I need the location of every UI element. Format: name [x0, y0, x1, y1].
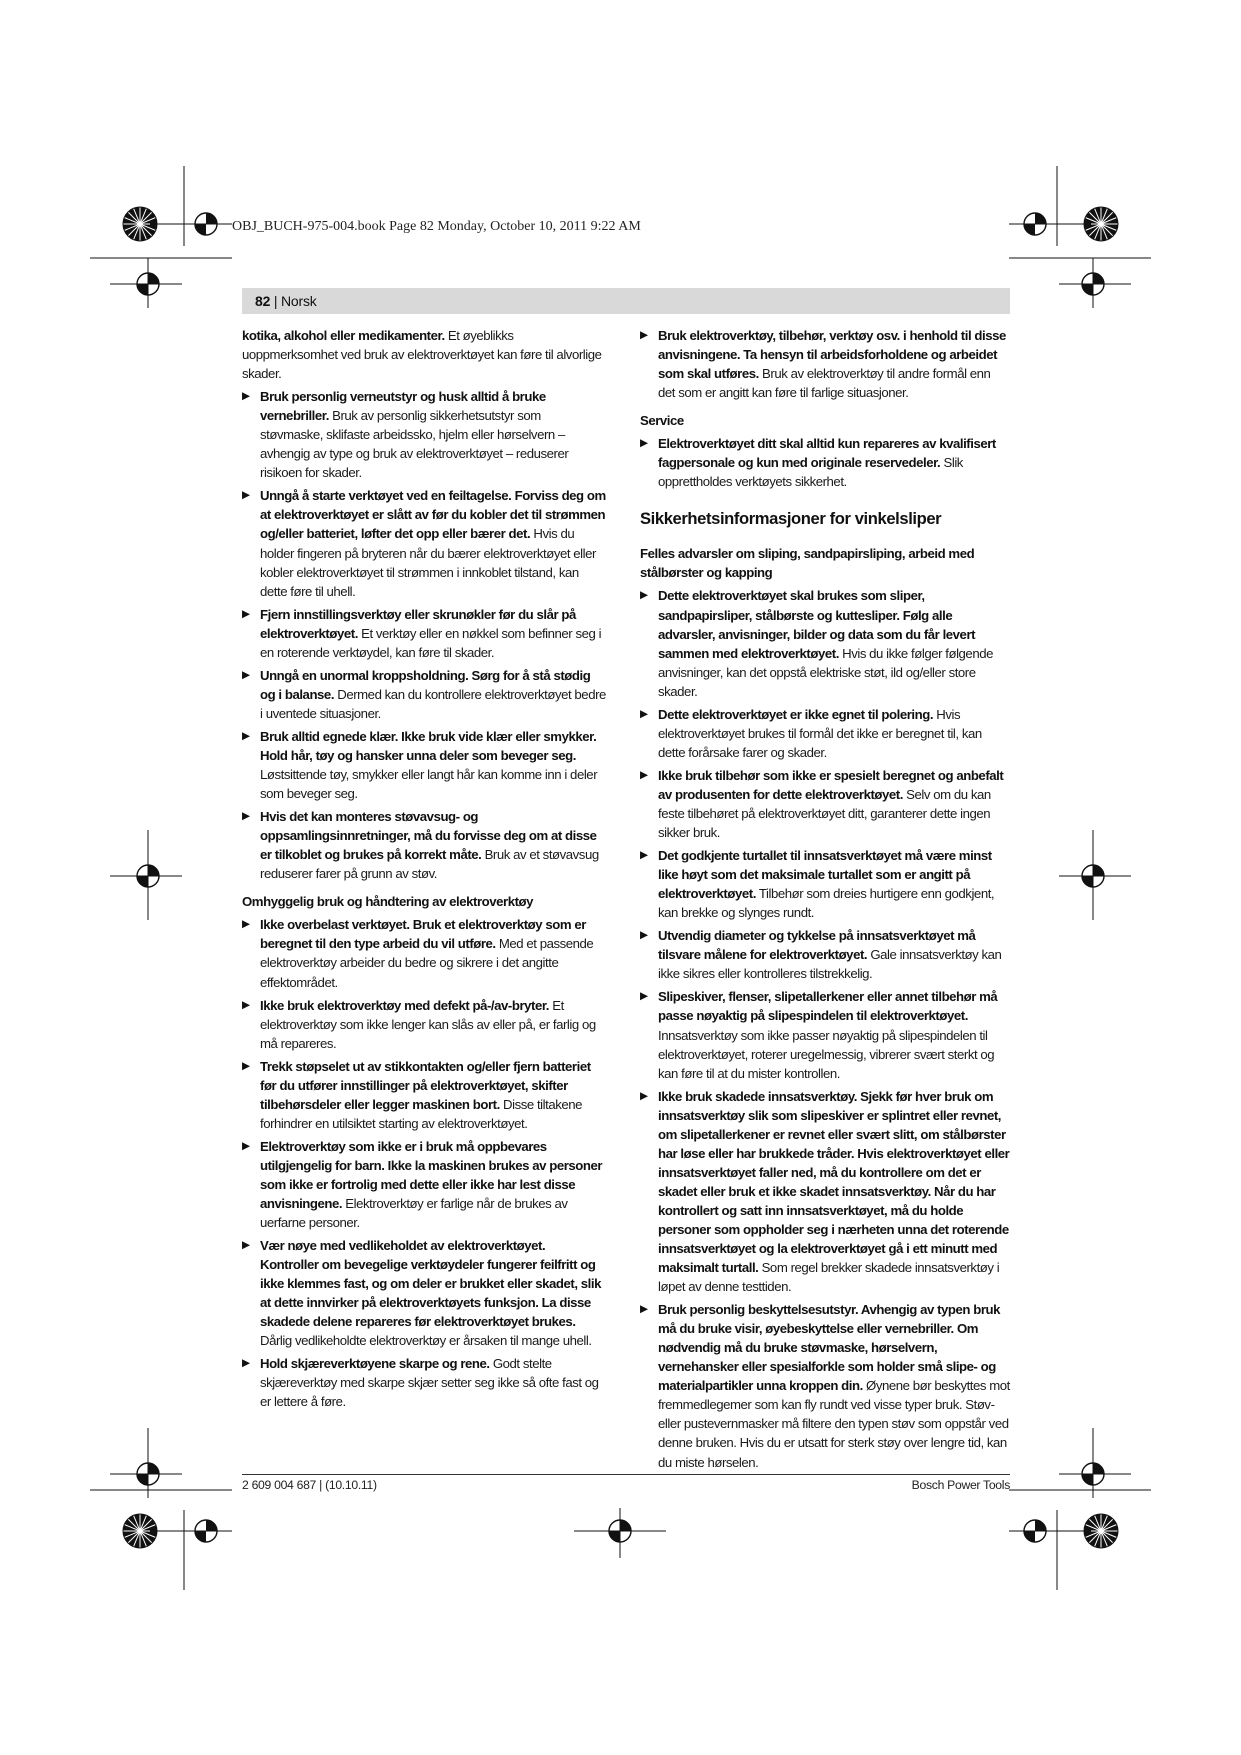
crosshair-icon	[137, 865, 159, 887]
item-lead: Dette elektroverktøyet skal brukes som sliper, sandpapirsliper, stålbørste og kuttesliper. Følg alle advarsler, anvisninger, bilder og data som du får levert sammen med elektroverktøyet.	[658, 588, 976, 661]
item-lead: Bruk elektroverktøy, tilbehør, verktøy osv. i henhold til disse anvisningene. Ta hensyn til arbeidsforholdene og arbeidet som skal utføres.	[658, 328, 1006, 382]
item-lead: Ikke overbelast verktøyet. Bruk et elektroverktøy som er beregnet til den type arbeid du vil utføre.	[260, 917, 586, 952]
safety-item	[242, 807, 606, 883]
registration-wheel-icon	[123, 1514, 157, 1548]
page-header-label	[255, 293, 317, 309]
item-lead: Ikke bruk elektroverktøy med defekt på-/av-bryter.	[260, 997, 550, 1013]
safety-item	[242, 915, 606, 991]
item-lead: Hold skjæreverktøyene skarpe og rene.	[260, 1356, 490, 1372]
safety-item	[242, 666, 606, 723]
safety-item	[242, 996, 606, 1053]
item-lead: Elektroverktøyet ditt skal alltid kun repareres av kvalifisert fagpersonale og kun med originale reservedeler.	[658, 436, 996, 471]
section-name: Norsk	[281, 293, 317, 309]
footer-brand: Bosch Power Tools	[911, 1478, 1010, 1492]
right-column	[640, 326, 1010, 1476]
item-lead: Det godkjente turtallet til innsatsverktøyet må være minst like høyt som det maksimale turtallet som er angitt på elektroverktøyet.	[658, 848, 992, 902]
item-text: Et elektroverktøy som ikke lenger kan slås av eller på, er farlig og må repareres.	[260, 997, 596, 1051]
page-number: 82	[255, 293, 271, 309]
item-text: Hvis du holder fingeren på bryteren når du bærer elektroverktøyet eller kobler elektroverktøyet til strømmen i innkoblet tilstand, kan dette føre til uhell.	[260, 526, 596, 599]
subheading: Omhyggelig bruk og håndtering av elektroverktøy	[242, 894, 534, 910]
item-lead: Vær nøye med vedlikeholdet av elektroverktøyet. Kontroller om bevegelige verktøydeler fungerer feilfritt og ikke klemmes fast, og om deler er brukket eller skadet, slik at dette innvirker på elektroverktøyets funksjon. La disse skadede delene repareres før elektroverktøyet brukes.	[260, 1238, 601, 1330]
page-header	[242, 288, 1010, 314]
item-lead: Trekk støpselet ut av stikkontakten og/eller fjern batteriet før du utfører innstillinger på elektroverktøyet, skifter tilbehørsdeler eller legger maskinen bort.	[260, 1058, 591, 1112]
safety-item	[242, 486, 606, 600]
safety-item	[640, 434, 1010, 491]
section-heading: Sikkerhetsinformasjoner for vinkelsliper	[640, 509, 942, 529]
item-lead: Bruk alltid egnede klær. Ikke bruk vide klær eller smykker. Hold hår, tøy og hansker unna deler som beveger seg.	[260, 728, 597, 763]
footer-divider	[242, 1474, 1010, 1475]
safety-item	[242, 1236, 606, 1350]
crosshair-icon	[609, 1520, 631, 1542]
item-text: Hvis elektroverktøyet brukes til formål det ikke er beregnet til, kan dette forårsake farer og skader.	[658, 706, 982, 760]
safety-item	[242, 1057, 606, 1133]
registration-wheel-icon	[1084, 207, 1118, 241]
item-text: Slik opprettholdes verktøyets sikkerhet.	[658, 455, 963, 490]
safety-item	[640, 926, 1010, 983]
crosshair-icon	[137, 273, 159, 295]
safety-item	[242, 605, 606, 662]
item-lead: Dette elektroverktøyet er ikke egnet til polering.	[658, 706, 934, 722]
footer-doc-number: 2 609 004 687 | (10.10.11)	[242, 1478, 377, 1492]
item-text: Bruk av et støvavsug reduserer farer på grunn av støv.	[260, 847, 599, 882]
item-text: Innsatsverktøy som ikke passer nøyaktig på slipespindelen til elektroverktøyet, roterer uregelmessig, vibrerer svært sterkt og kan føre til at du mister kontrollen.	[658, 1027, 995, 1081]
safety-item	[242, 387, 606, 482]
safety-item	[640, 766, 1010, 842]
safety-item	[640, 586, 1010, 700]
safety-item	[640, 1300, 1010, 1471]
item-lead: Slipeskiver, flenser, slipetallerkener eller annet tilbehør må passe nøyaktig på slipespindelen til elektroverktøyet.	[658, 989, 998, 1024]
print-info: OBJ_BUCH-975-004.book Page 82 Monday, October 10, 2011 9:22 AM	[232, 219, 641, 234]
item-text: Gale innsatsverktøy kan ikke sikres eller kontrolleres tilstrekkelig.	[658, 947, 1002, 982]
item-lead: Fjern innstillingsverktøy eller skrunøkler før du slår på elektroverktøyet.	[260, 606, 576, 641]
safety-item	[640, 705, 1010, 762]
item-lead: Unngå å starte verktøyet ved en feiltagelse. Forviss deg om at elektroverktøyet er slått av før du kobler det til strømmen og/eller batteriet, løfter det opp eller bærer det.	[260, 488, 606, 542]
left-column	[242, 326, 606, 1416]
safety-item	[242, 1354, 606, 1411]
registration-wheel-icon	[123, 207, 157, 241]
item-lead: Bruk personlig beskyttelsesutstyr. Avhengig av typen bruk må du bruke visir, øyebeskyttelse eller vernebriller. Om nødvendig må du bruke støvmaske, hørselvern, vernehansker eller spesialforkle som holder små slipe- og materialpartikler unna kroppen din.	[658, 1302, 1000, 1394]
item-lead: Hvis det kan monteres støvavsug- og oppsamlingsinnretninger, må du forvisse deg om at disse er tilkoblet og brukes på korrekt måte.	[260, 809, 597, 863]
item-text: Godt stelte skjæreverktøy med skarpe skjær setter seg ikke så ofte fast og er lettere å føre.	[260, 1356, 599, 1410]
crosshair-icon	[137, 1463, 159, 1485]
paragraph: kotika, alkohol eller medikamenter. Et øyeblikks uoppmerksomhet ved bruk av elektroverktøyet kan føre til alvorlige skader.	[242, 328, 602, 382]
item-lead: Elektroverktøy som ikke er i bruk må oppbevares utilgjengelig for barn. Ikke la maskinen brukes av personer som ikke er fortrolig med dette eller ikke har lest disse anvisningene.	[260, 1138, 603, 1212]
registration-wheel-icon	[1084, 1514, 1118, 1548]
item-text: Løstsittende tøy, smykker eller langt hår kan komme inn i deler som beveger seg.	[260, 767, 598, 802]
crosshair-icon	[195, 1520, 217, 1542]
safety-item	[640, 1087, 1010, 1297]
item-text: Et verktøy eller en nøkkel som befinner seg i en roterende verktøydel, kan føre til skader.	[260, 625, 602, 660]
item-text: Disse tiltakene forhindrer en utilsiktet starting av elektroverktøyet.	[260, 1096, 583, 1131]
item-text: Tilbehør som dreies hurtigere enn godkjent, kan brekke og slynges rundt.	[658, 886, 995, 921]
safety-item	[640, 326, 1010, 402]
crosshair-icon	[1024, 1520, 1046, 1542]
safety-item	[640, 987, 1010, 1082]
item-text: Med et passende elektroverktøy arbeider du bedre og sikrere i det angitte effektområdet.	[260, 936, 594, 990]
safety-item	[640, 846, 1010, 922]
item-text: Dårlig vedlikeholdte elektroverktøy er årsaken til mange uhell.	[260, 1333, 592, 1349]
item-text: Bruk av elektroverktøy til andre formål enn det som er angitt kan føre til farlige situasjoner.	[658, 366, 991, 401]
safety-item	[242, 727, 606, 803]
item-lead: Ikke bruk tilbehør som ikke er spesielt beregnet og anbefalt av produsenten for dette elektroverktøyet.	[658, 767, 1004, 802]
crosshair-icon	[1082, 273, 1104, 295]
item-lead: Unngå en unormal kroppsholdning. Sørg for å stå stødig og i balanse.	[260, 667, 591, 702]
crosshair-icon	[1082, 1463, 1104, 1485]
crosshair-icon	[1082, 865, 1104, 887]
item-lead: Utvendig diameter og tykkelse på innsatsverktøyet må tilsvare målene for elektroverktøyet.	[658, 928, 976, 963]
crosshair-icon	[195, 213, 217, 235]
crosshair-icon	[1024, 213, 1046, 235]
safety-item	[242, 1137, 606, 1232]
item-text: Øynene bør beskyttes mot fremmedlegemer som kan fly rundt ved visse typer bruk. Støv- eller pustevernmasker må filtere den typen støv som oppstår ved denne bruken. Hvis du er utsatt for sterk støy over lengre tid, kan du miste hørselen.	[658, 1378, 1010, 1470]
subheading: Felles advarsler om sliping, sandpapirsliping, arbeid med stålbørster og kapping	[640, 546, 975, 581]
header-separator: |	[270, 293, 282, 309]
item-lead: Bruk personlig verneutstyr og husk alltid å bruke vernebriller.	[260, 389, 546, 424]
item-text: Som regel brekker skadede innsatsverktøy i løpet av denne testtiden.	[658, 1260, 1000, 1295]
item-lead: Ikke bruk skadede innsatsverktøy. Sjekk før hver bruk om innsatsverktøy slik som slipeskiver er splintret eller revnet, om slipetallerkener er revnet eller svært slitt, om stålbørster har løse eller har brukkede tråder. Hvis elektroverktøyet eller innsatsverktøyet faller ned, må du kontrollere om det er skadet eller bruk et ikke skadet innsatsverktøy. Når du har kontrollert og satt inn innsatsverktøyet, må du holde personer som oppholder seg i nærheten unna det roterende innsatsverktøyet og la elektroverktøyet gå i ett minutt med maksimalt turtall.	[658, 1088, 1010, 1276]
item-text: Bruk av personlig sikkerhetsutstyr som støvmaske, sklifaste arbeidssko, hjelm eller hørselvern – avhengig av type og bruk av elektroverktøyet – reduserer risikoen for skader.	[260, 408, 569, 481]
item-text: Selv om du kan feste tilbehøret på elektroverktøyet ditt, garanterer dette ingen sikker bruk.	[658, 786, 991, 841]
item-text: Elektroverktøy er farlige når de brukes av uerfarne personer.	[260, 1196, 568, 1231]
item-text: Dermed kan du kontrollere elektroverktøyet bedre i uventede situasjoner.	[260, 686, 606, 721]
service-heading: Service	[640, 413, 684, 429]
item-text: Hvis du ikke følger følgende anvisninger, kan det oppstå elektriske støt, ild og/eller store skader.	[658, 645, 993, 699]
